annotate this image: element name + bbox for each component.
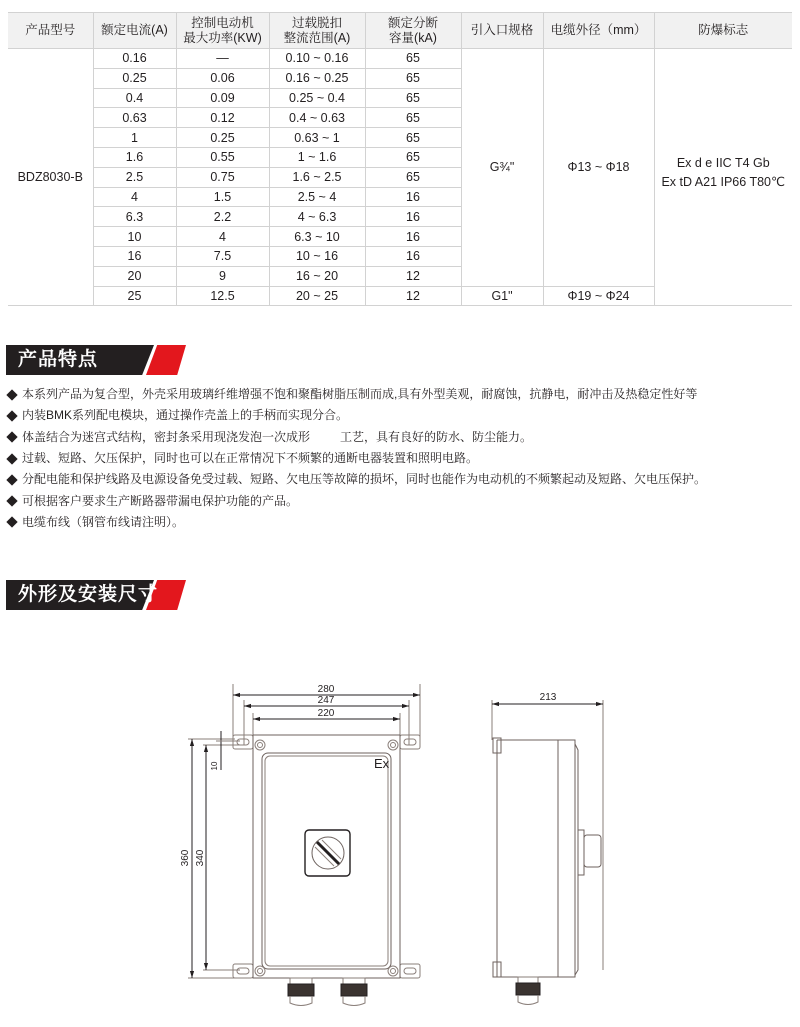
dim-247: 247 xyxy=(317,695,335,706)
feature-text: 本系列产品为复合型，外壳采用玻璃纤维增强不饱和聚酯树脂压制而成,具有外型美观，耐腐蚀，抗静电，耐冲击及热稳定性好等 xyxy=(22,387,698,402)
list-item xyxy=(6,427,796,448)
cell-power: 0.25 xyxy=(176,128,269,148)
cell-capacity: 65 xyxy=(365,128,461,148)
cell-current: 4 xyxy=(93,187,176,207)
diamond-bullet-icon xyxy=(6,474,17,485)
header-motor-power: 控制电动机 最大功率(KW) xyxy=(176,13,269,49)
cell-power: 0.55 xyxy=(176,147,269,167)
cable-diameter-cell-1: Φ13 ~ Φ18 xyxy=(543,49,654,287)
feature-text: 过载、短路、欠压保护，同时也可以在正常情况下不频繁的通断电器装置和照明电路。 xyxy=(22,451,479,466)
cell-current: 6.3 xyxy=(93,207,176,227)
cell-range: 6.3 ~ 10 xyxy=(269,227,365,247)
dim-10: 10 xyxy=(210,761,219,771)
cell-capacity: 16 xyxy=(365,246,461,266)
spec-table xyxy=(8,12,792,306)
cell-capacity: 65 xyxy=(365,167,461,187)
ex-marking-cell xyxy=(654,49,792,306)
cell-capacity: 16 xyxy=(365,187,461,207)
list-item xyxy=(6,405,796,426)
ex-label: Ex xyxy=(374,756,390,771)
cell-range: 10 ~ 16 xyxy=(269,246,365,266)
feature-text: 可根据客户要求生产断路器带漏电保护功能的产品。 xyxy=(22,493,299,508)
header-breaking-capacity: 额定分断 容量(kA) xyxy=(365,13,461,49)
cell-power: 12.5 xyxy=(176,286,269,306)
cell-range: 20 ~ 25 xyxy=(269,286,365,306)
entry-spec-cell-1: G¾" xyxy=(461,49,543,287)
cell-capacity: 12 xyxy=(365,286,461,306)
dimension-drawing xyxy=(0,660,800,1027)
cell-current: 10 xyxy=(93,227,176,247)
header-rated-current: 额定电流(A) xyxy=(93,13,176,49)
cell-power: 0.12 xyxy=(176,108,269,128)
cell-capacity: 65 xyxy=(365,108,461,128)
cable-gland-icon xyxy=(341,978,367,1006)
entry-spec-cell-2: G1" xyxy=(461,286,543,306)
cell-capacity: 65 xyxy=(365,49,461,69)
dimensions-banner xyxy=(6,580,182,610)
feature-text: 分配电能和保护线路及电源设备免受过载、短路、欠电压等故障的损坏，同时也能作为电动机的不频繁起动及短路、欠电压保护。 xyxy=(22,472,707,487)
dim-340: 340 xyxy=(195,849,206,867)
cell-capacity: 65 xyxy=(365,147,461,167)
cell-range: 0.10 ~ 0.16 xyxy=(269,49,365,69)
cell-current: 1.6 xyxy=(93,147,176,167)
cell-range: 0.4 ~ 0.63 xyxy=(269,108,365,128)
model-cell: BDZ8030-B xyxy=(8,49,93,306)
cell-power: 9 xyxy=(176,266,269,286)
cell-capacity: 65 xyxy=(365,88,461,108)
cable-diameter-cell-2: Φ19 ~ Φ24 xyxy=(543,286,654,306)
cell-capacity: 16 xyxy=(365,207,461,227)
list-item xyxy=(6,469,796,490)
cell-power: 0.06 xyxy=(176,68,269,88)
cell-range: 1 ~ 1.6 xyxy=(269,147,365,167)
cell-current: 0.63 xyxy=(93,108,176,128)
cell-current: 0.16 xyxy=(93,49,176,69)
header-model: 产品型号 xyxy=(8,13,93,49)
header-entry-spec: 引入口规格 xyxy=(461,13,543,49)
cell-power: 0.75 xyxy=(176,167,269,187)
cell-power: 0.09 xyxy=(176,88,269,108)
list-item xyxy=(6,512,796,533)
list-item xyxy=(6,448,796,469)
cell-current: 0.25 xyxy=(93,68,176,88)
features-banner xyxy=(6,345,182,375)
list-item xyxy=(6,384,796,405)
cell-power: 2.2 xyxy=(176,207,269,227)
cable-gland-icon xyxy=(516,977,540,1005)
cell-range: 16 ~ 20 xyxy=(269,266,365,286)
cell-current: 2.5 xyxy=(93,167,176,187)
diamond-bullet-icon xyxy=(6,432,17,443)
header-ex-marking: 防爆标志 xyxy=(654,13,792,49)
dim-280: 280 xyxy=(317,684,335,695)
table-row xyxy=(8,49,792,69)
dimensions-title: 外形及安装尺寸 xyxy=(18,584,159,605)
cell-current: 20 xyxy=(93,266,176,286)
front-view xyxy=(188,684,420,1006)
cell-capacity: 16 xyxy=(365,227,461,247)
features-title: 产品特点 xyxy=(18,349,99,370)
diamond-bullet-icon xyxy=(6,453,17,464)
cell-capacity: 65 xyxy=(365,68,461,88)
dim-220: 220 xyxy=(317,708,335,719)
cell-power: — xyxy=(176,49,269,69)
ex-marking-line2: Ex tD A21 IP66 T80℃ xyxy=(661,175,786,189)
dim-360: 360 xyxy=(180,849,191,867)
diamond-bullet-icon xyxy=(6,495,17,506)
cell-current: 16 xyxy=(93,246,176,266)
cell-range: 4 ~ 6.3 xyxy=(269,207,365,227)
feature-text: 电缆布线（钢管布线请注明）。 xyxy=(22,514,185,529)
cell-range: 0.16 ~ 0.25 xyxy=(269,68,365,88)
feature-text: 内装BMK系列配电模块，通过操作壳盖上的手柄而实现分合。 xyxy=(22,408,349,423)
table-header-row xyxy=(8,13,792,49)
cell-range: 0.25 ~ 0.4 xyxy=(269,88,365,108)
cable-gland-icon xyxy=(288,978,314,1006)
cell-range: 0.63 ~ 1 xyxy=(269,128,365,148)
dim-213: 213 xyxy=(539,692,557,703)
feature-text-tail: 工艺，具有良好的防水、防尘能力。 xyxy=(340,429,533,444)
cell-range: 1.6 ~ 2.5 xyxy=(269,167,365,187)
diamond-bullet-icon xyxy=(6,410,17,421)
cell-current: 25 xyxy=(93,286,176,306)
cell-power: 4 xyxy=(176,227,269,247)
diamond-bullet-icon xyxy=(6,389,17,400)
cell-capacity: 12 xyxy=(365,266,461,286)
cell-power: 1.5 xyxy=(176,187,269,207)
feature-text: 体盖结合为迷宫式结构，密封条采用现浇发泡一次成形 xyxy=(22,429,311,444)
cell-current: 0.4 xyxy=(93,88,176,108)
header-trip-range: 过载脱扣 整流范围(A) xyxy=(269,13,365,49)
features-list xyxy=(6,384,796,533)
cell-current: 1 xyxy=(93,128,176,148)
cell-range: 2.5 ~ 4 xyxy=(269,187,365,207)
ex-marking-line1: Ex d e IIC T4 Gb xyxy=(676,156,770,170)
diamond-bullet-icon xyxy=(6,517,17,528)
side-view xyxy=(492,700,603,1005)
list-item xyxy=(6,490,796,511)
header-cable-diameter: 电缆外径（mm） xyxy=(543,13,654,49)
cell-power: 7.5 xyxy=(176,246,269,266)
